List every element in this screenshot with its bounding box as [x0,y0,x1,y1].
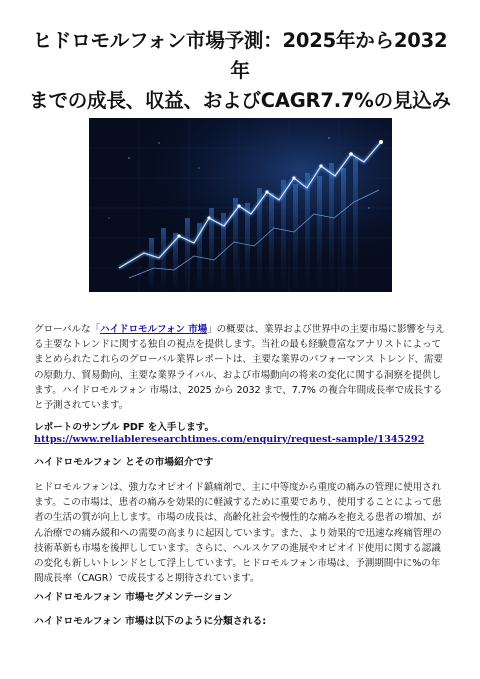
intro-text-after: 」の概要は、業界および世界中の主要市場に影響を与える主要なトレンドに関する独自の視点を提供します。当社の最も経験豊富なアナリストによってまとめられたこれらのグローバル業界レポートは、主要な業界のパフォーマンス トレンド、需要の原動力、貿易動向、主要な業界ライバル、および市場動向の将来の変化に関する洞察を提供します。ハイドロモルフォン 市場は、2025 から 2032 まで、7.7% の複合年間成長率で成長すると予測されています。 [34,324,445,412]
hero-image-growth-chart [89,118,392,292]
hero-illustration [89,118,392,292]
sample-request-link[interactable]: https://www.reliableresearchtimes.com/enquiry/request-sample/1345292 [34,434,425,445]
intro-paragraph [34,322,448,413]
market-link[interactable]: ハイドロモルフォン 市場 [99,324,208,335]
title-line-2: までの成長、収益、およびCAGR7.7%の見込み [29,89,451,112]
sample-request [34,422,448,446]
title-line-1: ヒドロモルフォン市場予測：2025年から2032年 [32,29,448,82]
page-title [24,26,456,116]
section-intro-body: ヒドロモルフォンは、強力なオピオイド鎮痛剤で、主に中等度から重度の痛みの管理に使用されます。この市場は、患者の痛みを効果的に軽減するために重要であり、使用することによって患者の生活の質が向上します。市場の成長は、高齢化社会や慢性的な痛みを抱える患者の増加、がん治療での痛み緩和への需要の高まりに起因しています。また、より効果的で迅速な疼痛管理の技術革新も市場を後押ししています。さらに、ヘルスケアの進展やオピオイド使用に関する認識の変化も新しいトレンドとして浮上しています。ヒドロモルフォン市場は、予測期間中に%の年間成長率（CAGR）で成長すると期待されています。 [34,482,442,585]
section-heading-classification: ハイドロモルフォン 市場は以下のように分類される: [34,616,267,627]
intro-text-before: グローバルな「 [34,324,100,335]
sample-request-label: レポートのサンプル PDF を入手します。 [34,422,215,433]
section-heading-intro: ハイドロモルフォン とその市場紹介です [34,457,214,468]
section-heading-segmentation: ハイドロモルフォン 市場セグメンテーション [34,592,233,603]
